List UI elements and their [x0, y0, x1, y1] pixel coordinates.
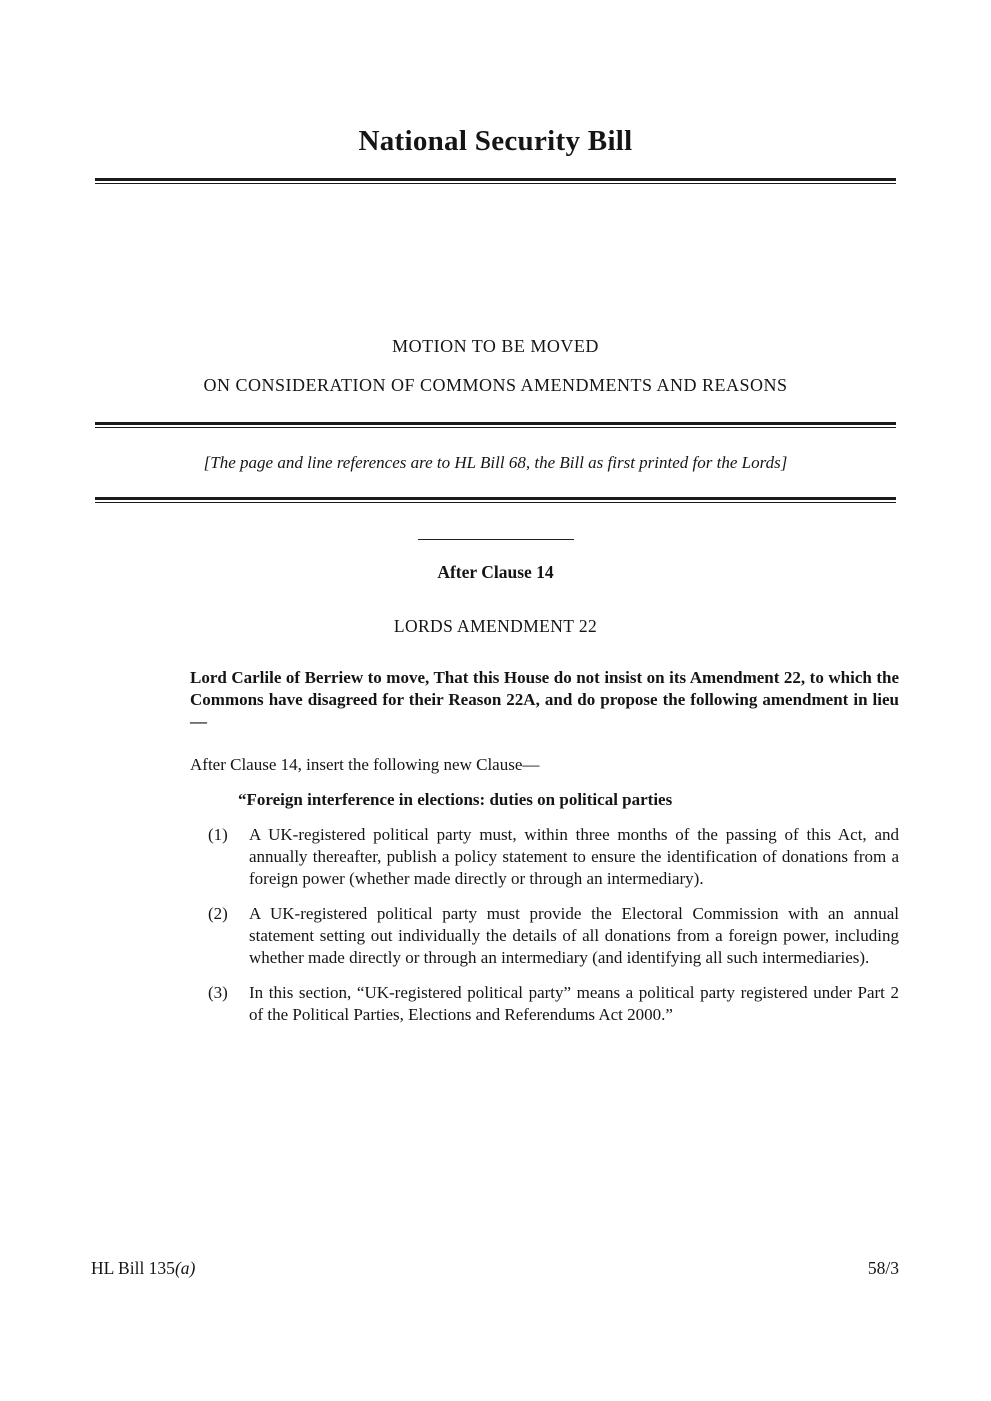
reference-rule-bottom-thin	[95, 502, 896, 503]
section-heading: After Clause 14	[437, 561, 554, 582]
clause-text: In this section, “UK-registered political party” means a political party registered under Part 2 of the Political Parties, Elections and Referendums Act 2000.”	[249, 982, 899, 1024]
footer-print-code: 58/3	[867, 1258, 899, 1278]
amendment-heading: LORDS AMENDMENT 22	[393, 615, 598, 636]
reference-rule-bottom	[95, 497, 896, 503]
clause-number: (1)	[208, 824, 228, 844]
bill-title: National Security Bill	[358, 125, 633, 158]
clause-number: (2)	[208, 903, 228, 923]
motion-heading: MOTION TO BE MOVED	[392, 335, 599, 356]
section-divider	[418, 539, 574, 540]
instruction-line: After Clause 14, insert the following new Clause—	[190, 754, 540, 774]
title-double-rule	[95, 178, 896, 184]
footer-bill-number-suffix: (a)	[174, 1258, 196, 1278]
clause-number: (3)	[208, 982, 228, 1002]
page-footer	[91, 1258, 899, 1279]
title-rule-thin	[95, 183, 896, 184]
footer-bill-number	[91, 1258, 195, 1279]
clause-text: A UK-registered political party must provide the Electoral Commission with an annual statement setting out individually the details of all donations from a foreign power, including whether made directly or through an intermediary (and identifying all such intermediaries).	[249, 903, 899, 967]
clause-list	[190, 824, 899, 1026]
reference-rule-top	[95, 422, 896, 428]
reference-block	[0, 422, 991, 503]
title-rule-thick	[95, 178, 896, 181]
reference-note: [The page and line references are to HL Bill 68, the Bill as first printed for the Lords]	[203, 452, 788, 472]
consideration-heading: ON CONSIDERATION OF COMMONS AMENDMENTS AND REASONS	[203, 374, 788, 395]
motion-block	[0, 336, 991, 396]
clause-item	[190, 824, 899, 890]
inserted-clause-title: “Foreign interference in elections: duties on political parties	[238, 789, 673, 809]
reference-rule-top-thin	[95, 427, 896, 428]
reference-rule-top-thick	[95, 422, 896, 425]
reference-rule-bottom-thick	[95, 497, 896, 500]
clause-text: A UK-registered political party must, within three months of the passing of this Act, and annually thereafter, publish a policy statement to ensure the identification of donations from a foreign power (whether made directly or through an intermediary).	[249, 824, 899, 888]
mover-paragraph: Lord Carlile of Berriew to move, That this House do not insist on its Amendment 22, to which the Commons have disagreed for their Reason 22A, and do propose the following amendment in lieu—	[190, 667, 899, 731]
clause-item	[190, 903, 899, 969]
footer-bill-number-text: HL Bill 135	[91, 1258, 175, 1278]
clause-item	[190, 982, 899, 1026]
